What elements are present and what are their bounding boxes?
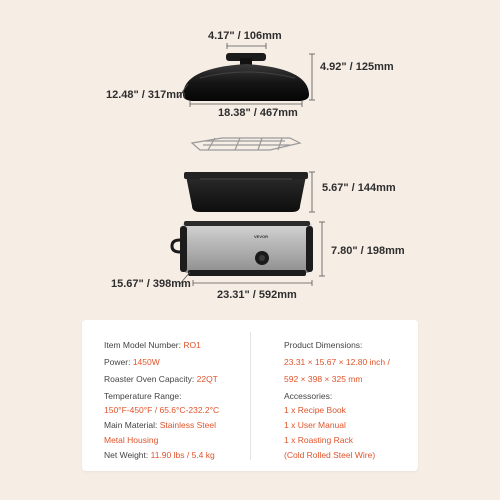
dim-lid-depth: 12.48" / 317mm (106, 89, 186, 101)
dim-pan-height: 5.67" / 144mm (322, 182, 396, 194)
dim-body-depth: 15.67" / 398mm (111, 278, 191, 290)
spec-power: Power: 1450W (104, 357, 160, 367)
spec-material: Main Material: Stainless Steel (104, 420, 216, 430)
lid (183, 53, 309, 101)
dim-body-height: 7.80" / 198mm (331, 245, 405, 257)
spec-dimensions-mm: 592 × 398 × 325 mm (284, 374, 363, 384)
spec-dimensions-label: Product Dimensions: (284, 340, 363, 350)
spec-weight: Net Weight: 11.90 lbs / 5.4 kg (104, 450, 215, 460)
spec-accessories-label: Accessories: (284, 391, 333, 401)
dim-body-length: 23.31" / 592mm (217, 289, 297, 301)
spec-model: Item Model Number: RO1 (104, 340, 201, 350)
removable-pan (184, 172, 308, 212)
spec-divider (250, 332, 251, 460)
brand-logo: VEVOR (254, 234, 269, 239)
spec-temp-range: 150°F-450°F / 65.6°C-232.2°C (104, 405, 220, 415)
spec-dimensions-inch: 23.31 × 15.67 × 12.80 inch / (284, 357, 390, 367)
side-handle-icon (172, 240, 180, 252)
roasting-rack (192, 138, 300, 150)
spec-card (82, 320, 418, 471)
dim-lid-length: 18.38" / 467mm (218, 107, 298, 119)
spec-user-manual: 1 x User Manual (284, 420, 346, 430)
dim-handle-width: 4.17" / 106mm (208, 30, 282, 42)
spec-recipe-book: 1 x Recipe Book (284, 405, 346, 415)
spec-rack-material: (Cold Rolled Steel Wire) (284, 450, 376, 460)
dim-lid-height: 4.92" / 125mm (320, 61, 394, 73)
roaster-body (172, 221, 313, 276)
spec-temp-label: Temperature Range: (104, 391, 182, 401)
spec-roasting-rack: 1 x Roasting Rack (284, 435, 353, 445)
spec-housing: Metal Housing (104, 435, 159, 445)
spec-capacity: Roaster Oven Capacity: 22QT (104, 374, 218, 384)
